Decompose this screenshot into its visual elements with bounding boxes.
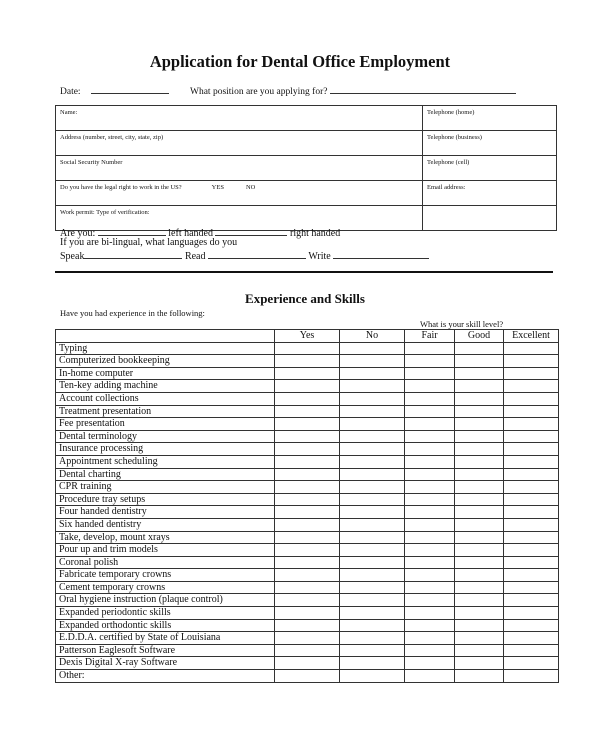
skill-fair-cell[interactable] <box>405 392 455 405</box>
info-field-right[interactable] <box>423 181 557 206</box>
skill-good-cell[interactable] <box>455 493 504 506</box>
skill-yes-cell[interactable] <box>275 355 340 368</box>
write-label: Write <box>308 251 331 262</box>
skill-fair-cell[interactable] <box>405 544 455 557</box>
info-field-left[interactable] <box>56 181 423 206</box>
skill-good-cell[interactable] <box>455 430 504 443</box>
skill-no-cell[interactable] <box>340 430 405 443</box>
skill-fair-cell[interactable] <box>405 418 455 431</box>
skill-good-cell[interactable] <box>455 544 504 557</box>
section-divider <box>55 271 553 273</box>
skill-name: Cement temporary crowns <box>56 581 275 594</box>
skill-yes-cell[interactable] <box>275 632 340 645</box>
skill-good-cell[interactable] <box>455 355 504 368</box>
skill-name: Oral hygiene instruction (plaque control) <box>56 594 275 607</box>
skill-excellent-cell[interactable] <box>504 644 559 657</box>
info-row <box>56 156 557 181</box>
column-header-fair: Fair <box>405 330 455 343</box>
speak-label: Speak <box>60 251 85 262</box>
skill-yes-cell[interactable] <box>275 518 340 531</box>
info-row <box>56 106 557 131</box>
skill-fair-cell[interactable] <box>405 594 455 607</box>
skill-name: Computerized bookkeeping <box>56 355 275 368</box>
skill-name: Fee presentation <box>56 418 275 431</box>
skill-excellent-cell[interactable] <box>504 607 559 620</box>
skill-no-cell[interactable] <box>340 342 405 355</box>
personal-info-table <box>55 105 557 231</box>
bilingual-label: If you are bi-lingual, what languages do you <box>60 237 238 248</box>
skill-excellent-cell[interactable] <box>504 594 559 607</box>
skill-row <box>56 468 559 481</box>
skill-yes-cell[interactable] <box>275 506 340 519</box>
skill-good-cell[interactable] <box>455 619 504 632</box>
skill-no-cell[interactable] <box>340 569 405 582</box>
skill-no-cell[interactable] <box>340 544 405 557</box>
skill-no-cell[interactable] <box>340 632 405 645</box>
skill-no-cell[interactable] <box>340 455 405 468</box>
skill-fair-cell[interactable] <box>405 644 455 657</box>
skill-yes-cell[interactable] <box>275 455 340 468</box>
skill-excellent-cell[interactable] <box>504 493 559 506</box>
skill-good-cell[interactable] <box>455 380 504 393</box>
info-field-label: Telephone (home) <box>427 109 475 116</box>
skill-yes-cell[interactable] <box>275 367 340 380</box>
skill-no-cell[interactable] <box>340 392 405 405</box>
info-field-label: Name: <box>60 109 78 116</box>
skill-name: E.D.D.A. certified by State of Louisiana <box>56 632 275 645</box>
skill-row <box>56 455 559 468</box>
write-field[interactable] <box>333 249 429 259</box>
skill-yes-cell[interactable] <box>275 418 340 431</box>
skill-good-cell[interactable] <box>455 518 504 531</box>
skill-level-prompt: What is your skill level? <box>420 319 504 329</box>
skill-excellent-cell[interactable] <box>504 506 559 519</box>
skill-good-cell[interactable] <box>455 569 504 582</box>
skill-row <box>56 443 559 456</box>
info-row <box>56 131 557 156</box>
skill-name: Expanded periodontic skills <box>56 607 275 620</box>
skill-row <box>56 481 559 494</box>
skill-excellent-cell[interactable] <box>504 443 559 456</box>
skill-fair-cell[interactable] <box>405 632 455 645</box>
skill-good-cell[interactable] <box>455 405 504 418</box>
skill-row <box>56 430 559 443</box>
left-handed-field[interactable] <box>98 226 166 236</box>
date-line <box>60 84 169 97</box>
skill-row <box>56 670 559 683</box>
skill-fair-cell[interactable] <box>405 619 455 632</box>
skill-name: Treatment presentation <box>56 405 275 418</box>
skill-excellent-cell[interactable] <box>504 670 559 683</box>
page-title: Application for Dental Office Employment <box>149 52 451 71</box>
skill-yes-cell[interactable] <box>275 569 340 582</box>
skill-no-cell[interactable] <box>340 380 405 393</box>
skill-good-cell[interactable] <box>455 581 504 594</box>
skill-name: In-home computer <box>56 367 275 380</box>
skill-excellent-cell[interactable] <box>504 657 559 670</box>
skill-fair-cell[interactable] <box>405 506 455 519</box>
skill-excellent-cell[interactable] <box>504 481 559 494</box>
skill-no-cell[interactable] <box>340 531 405 544</box>
skill-row <box>56 581 559 594</box>
skill-yes-cell[interactable] <box>275 644 340 657</box>
skill-yes-cell[interactable] <box>275 468 340 481</box>
skill-fair-cell[interactable] <box>405 468 455 481</box>
skill-excellent-cell[interactable] <box>504 430 559 443</box>
skill-row <box>56 556 559 569</box>
section-title: Experience and Skills <box>245 291 365 306</box>
skill-excellent-cell[interactable] <box>504 556 559 569</box>
skill-row <box>56 392 559 405</box>
skill-name: Typing <box>56 342 275 355</box>
skill-excellent-cell[interactable] <box>504 380 559 393</box>
skill-name: Expanded orthodontic skills <box>56 619 275 632</box>
bilingual-line <box>60 237 237 248</box>
info-field-label: Do you have the legal right to work in the US? <box>60 184 182 191</box>
skill-excellent-cell[interactable] <box>504 392 559 405</box>
skill-name: Other: <box>56 670 275 683</box>
skill-good-cell[interactable] <box>455 392 504 405</box>
info-field-label: Telephone (cell) <box>427 159 470 166</box>
skill-good-cell[interactable] <box>455 443 504 456</box>
skill-name: Appointment scheduling <box>56 455 275 468</box>
position-label: What position are you applying for? <box>190 87 328 97</box>
skill-row <box>56 569 559 582</box>
skill-name: Pour up and trim models <box>56 544 275 557</box>
info-field-right[interactable] <box>423 206 557 231</box>
info-field-left[interactable] <box>56 156 423 181</box>
skill-no-cell[interactable] <box>340 355 405 368</box>
skill-good-cell[interactable] <box>455 506 504 519</box>
skill-yes-cell[interactable] <box>275 380 340 393</box>
skill-name: Patterson Eaglesoft Software <box>56 644 275 657</box>
skill-name: Insurance processing <box>56 443 275 456</box>
skill-yes-cell[interactable] <box>275 405 340 418</box>
left-handed-label: left handed <box>168 228 213 239</box>
skill-excellent-cell[interactable] <box>504 544 559 557</box>
skill-row <box>56 531 559 544</box>
column-header-skill <box>56 330 275 343</box>
skill-no-cell[interactable] <box>340 619 405 632</box>
skill-good-cell[interactable] <box>455 367 504 380</box>
skill-good-cell[interactable] <box>455 670 504 683</box>
column-header-excellent: Excellent <box>504 330 559 343</box>
skill-fair-cell[interactable] <box>405 657 455 670</box>
skill-good-cell[interactable] <box>455 644 504 657</box>
skill-excellent-cell[interactable] <box>504 455 559 468</box>
skill-excellent-cell[interactable] <box>504 405 559 418</box>
skill-yes-cell[interactable] <box>275 481 340 494</box>
skills-table <box>55 329 559 683</box>
info-field-right[interactable] <box>423 131 557 156</box>
skill-row <box>56 493 559 506</box>
skill-fair-cell[interactable] <box>405 531 455 544</box>
skill-name: Take, develop, mount xrays <box>56 531 275 544</box>
skill-good-cell[interactable] <box>455 594 504 607</box>
skill-no-cell[interactable] <box>340 518 405 531</box>
skill-good-cell[interactable] <box>455 632 504 645</box>
skill-yes-cell[interactable] <box>275 581 340 594</box>
skill-excellent-cell[interactable] <box>504 581 559 594</box>
skill-row <box>56 544 559 557</box>
skill-fair-cell[interactable] <box>405 342 455 355</box>
skill-fair-cell[interactable] <box>405 355 455 368</box>
skill-no-cell[interactable] <box>340 405 405 418</box>
skill-yes-cell[interactable] <box>275 657 340 670</box>
right-handed-field[interactable] <box>215 226 287 236</box>
position-field[interactable] <box>330 84 516 94</box>
skill-excellent-cell[interactable] <box>504 518 559 531</box>
skill-name: Dental charting <box>56 468 275 481</box>
skill-excellent-cell[interactable] <box>504 619 559 632</box>
skill-excellent-cell[interactable] <box>504 468 559 481</box>
skill-no-cell[interactable] <box>340 418 405 431</box>
skill-fair-cell[interactable] <box>405 556 455 569</box>
skill-name: Procedure tray setups <box>56 493 275 506</box>
column-header-good: Good <box>455 330 504 343</box>
skill-no-cell[interactable] <box>340 468 405 481</box>
skill-excellent-cell[interactable] <box>504 355 559 368</box>
skill-no-cell[interactable] <box>340 556 405 569</box>
skill-row <box>56 644 559 657</box>
skill-excellent-cell[interactable] <box>504 367 559 380</box>
date-label: Date: <box>60 87 81 97</box>
skill-fair-cell[interactable] <box>405 367 455 380</box>
skill-fair-cell[interactable] <box>405 443 455 456</box>
skill-name: Dexis Digital X-ray Software <box>56 657 275 670</box>
skill-yes-cell[interactable] <box>275 556 340 569</box>
skill-no-cell[interactable] <box>340 367 405 380</box>
skill-row <box>56 607 559 620</box>
skill-fair-cell[interactable] <box>405 455 455 468</box>
skill-yes-cell[interactable] <box>275 531 340 544</box>
skill-no-cell[interactable] <box>340 607 405 620</box>
skill-fair-cell[interactable] <box>405 607 455 620</box>
skill-no-cell[interactable] <box>340 657 405 670</box>
skill-good-cell[interactable] <box>455 455 504 468</box>
skill-fair-cell[interactable] <box>405 569 455 582</box>
skill-row <box>56 506 559 519</box>
info-field-right[interactable] <box>423 106 557 131</box>
no-option[interactable]: NO <box>245 184 256 191</box>
skill-row <box>56 342 559 355</box>
skill-excellent-cell[interactable] <box>504 531 559 544</box>
skill-good-cell[interactable] <box>455 531 504 544</box>
skill-yes-cell[interactable] <box>275 607 340 620</box>
skill-yes-cell[interactable] <box>275 342 340 355</box>
skill-name: Coronal polish <box>56 556 275 569</box>
skill-yes-cell[interactable] <box>275 544 340 557</box>
skill-no-cell[interactable] <box>340 493 405 506</box>
info-field-label: Work permit: Type of verification: <box>60 209 150 216</box>
skill-yes-cell[interactable] <box>275 493 340 506</box>
info-field-left[interactable] <box>56 106 423 131</box>
skill-good-cell[interactable] <box>455 607 504 620</box>
skill-row <box>56 657 559 670</box>
skill-excellent-cell[interactable] <box>504 418 559 431</box>
skill-no-cell[interactable] <box>340 481 405 494</box>
skill-yes-cell[interactable] <box>275 670 340 683</box>
skill-row <box>56 518 559 531</box>
right-handed-label: right handed <box>289 228 341 239</box>
skill-fair-cell[interactable] <box>405 481 455 494</box>
skill-fair-cell[interactable] <box>405 581 455 594</box>
skill-no-cell[interactable] <box>340 644 405 657</box>
skill-no-cell[interactable] <box>340 594 405 607</box>
info-field-label: Social Security Number <box>60 159 123 166</box>
skills-header-row <box>56 330 559 343</box>
skill-yes-cell[interactable] <box>275 594 340 607</box>
skill-fair-cell[interactable] <box>405 430 455 443</box>
skill-name: Dental terminology <box>56 430 275 443</box>
info-field-left[interactable] <box>56 131 423 156</box>
handed-label: Are you: <box>60 228 96 239</box>
date-field[interactable] <box>91 84 169 94</box>
skill-good-cell[interactable] <box>455 468 504 481</box>
skill-yes-cell[interactable] <box>275 443 340 456</box>
info-field-right[interactable] <box>423 156 557 181</box>
skill-row <box>56 367 559 380</box>
skill-no-cell[interactable] <box>340 506 405 519</box>
skill-fair-cell[interactable] <box>405 518 455 531</box>
position-line <box>190 84 516 97</box>
skill-fair-cell[interactable] <box>405 405 455 418</box>
skill-row <box>56 405 559 418</box>
skill-good-cell[interactable] <box>455 657 504 670</box>
skill-fair-cell[interactable] <box>405 380 455 393</box>
skill-row <box>56 355 559 368</box>
speak-field[interactable] <box>84 249 182 259</box>
skill-excellent-cell[interactable] <box>504 342 559 355</box>
skill-fair-cell[interactable] <box>405 493 455 506</box>
skill-fair-cell[interactable] <box>405 670 455 683</box>
skill-excellent-cell[interactable] <box>504 632 559 645</box>
skill-good-cell[interactable] <box>455 342 504 355</box>
skill-row <box>56 380 559 393</box>
read-label: Read <box>184 251 206 262</box>
yes-option[interactable]: YES <box>211 184 224 191</box>
skill-name: Fabricate temporary crowns <box>56 569 275 582</box>
experience-prompt: Have you had experience in the following: <box>60 308 205 318</box>
skill-good-cell[interactable] <box>455 418 504 431</box>
skill-name: Four handed dentistry <box>56 506 275 519</box>
languages-line <box>60 249 429 262</box>
skill-excellent-cell[interactable] <box>504 569 559 582</box>
info-field-label: Email address: <box>427 184 466 191</box>
skill-name: CPR training <box>56 481 275 494</box>
skill-name: Six handed dentistry <box>56 518 275 531</box>
skill-yes-cell[interactable] <box>275 392 340 405</box>
skill-name: Account collections <box>56 392 275 405</box>
column-header-no: No <box>340 330 405 343</box>
skill-row <box>56 632 559 645</box>
skill-no-cell[interactable] <box>340 443 405 456</box>
read-field[interactable] <box>208 249 306 259</box>
info-row <box>56 181 557 206</box>
skill-name: Ten-key adding machine <box>56 380 275 393</box>
skill-row <box>56 619 559 632</box>
skill-row <box>56 594 559 607</box>
info-field-label: Address (number, street, city, state, zip) <box>60 134 164 141</box>
skill-row <box>56 418 559 431</box>
skill-yes-cell[interactable] <box>275 430 340 443</box>
skill-good-cell[interactable] <box>455 556 504 569</box>
skill-yes-cell[interactable] <box>275 619 340 632</box>
info-field-label: Telephone (business) <box>427 134 482 141</box>
column-header-yes: Yes <box>275 330 340 343</box>
skill-no-cell[interactable] <box>340 670 405 683</box>
skill-good-cell[interactable] <box>455 481 504 494</box>
skill-no-cell[interactable] <box>340 581 405 594</box>
